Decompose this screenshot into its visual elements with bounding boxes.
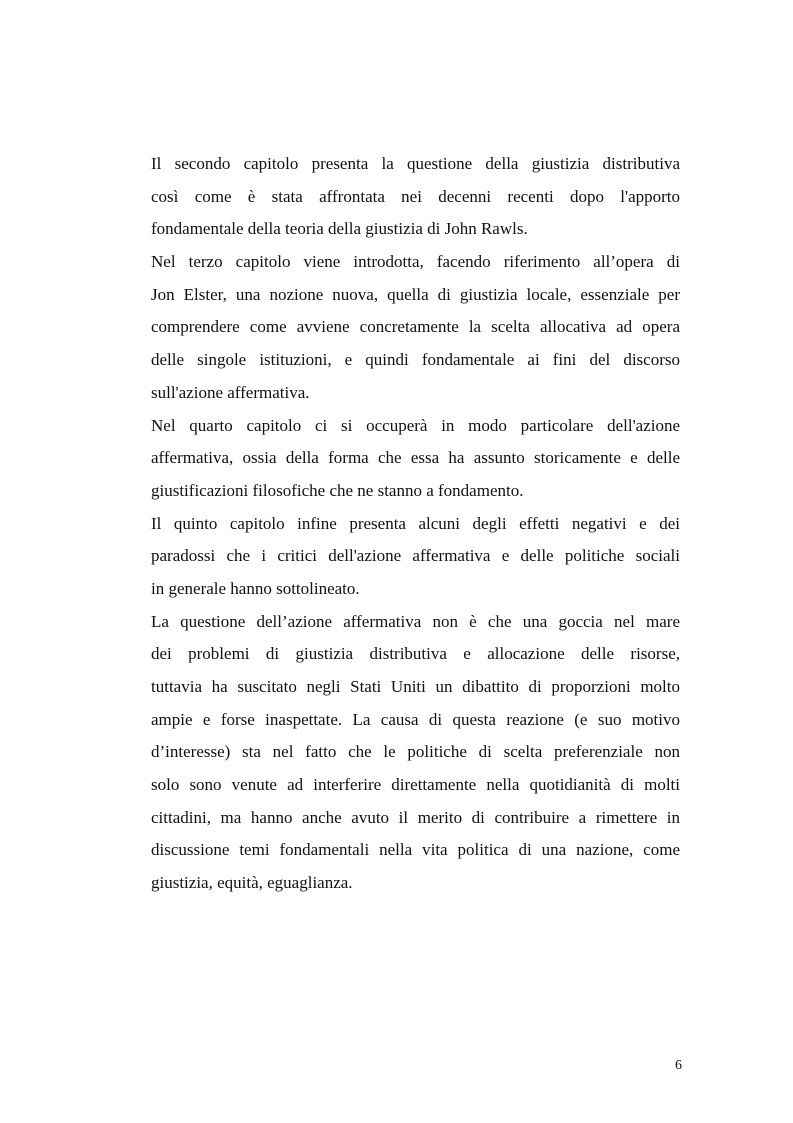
text-line: paradossi che i critici dell'azione affermativa e delle politiche sociali (151, 546, 680, 566)
text-line: ampie e forse inaspettate. La causa di questa reazione (e suo motivo (151, 709, 680, 729)
text-line: affermativa, ossia della forma che essa ha assunto storicamente e delle (151, 448, 680, 468)
text-line: solo sono venute ad interferire direttamente nella quotidianità di molti (151, 775, 680, 795)
text-line: tuttavia ha suscitato negli Stati Uniti un dibattito di proporzioni molto (151, 677, 680, 696)
body-text (151, 148, 680, 900)
text-line: comprendere come avviene concretamente la scelta allocativa ad opera (151, 317, 680, 337)
text-line: fondamentale della teoria della giustizia di John Rawls. (151, 219, 528, 239)
text-line: Nel quarto capitolo ci si occuperà in modo particolare dell'azione (151, 415, 680, 435)
text-line: Jon Elster, una nozione nuova, quella di giustizia locale, essenziale per (151, 284, 680, 304)
text-line: delle singole istituzioni, e quindi fondamentale ai fini del discorso (151, 350, 680, 370)
text-line: discussione temi fondamentali nella vita politica di una nazione, come (151, 840, 680, 860)
text-line: in generale hanno sottolineato. (151, 578, 360, 598)
text-line: Il quinto capitolo infine presenta alcuni degli effetti negativi e dei (151, 513, 680, 533)
text-line: La questione dell’azione affermativa non è che una goccia nel mare (151, 611, 680, 631)
text-line: giustizia, equità, eguaglianza. (151, 873, 353, 893)
text-line: così come è stata affrontata nei decenni recenti dopo l'apporto (151, 186, 680, 206)
page-number: 6 (675, 1058, 682, 1073)
text-line: d’interesse) sta nel fatto che le politiche di scelta preferenziale non (151, 742, 680, 762)
text-line: dei problemi di giustizia distributiva e allocazione delle risorse, (151, 644, 680, 664)
text-line: Nel terzo capitolo viene introdotta, facendo riferimento all’opera di (151, 252, 680, 272)
text-line: giustificazioni filosofiche che ne stanno a fondamento. (151, 480, 524, 500)
text-line: cittadini, ma hanno anche avuto il merito di contribuire a rimettere in (151, 807, 680, 827)
text-line: Il secondo capitolo presenta la questione della giustizia distributiva (151, 154, 680, 173)
text-line: sull'azione affermativa. (151, 382, 310, 402)
